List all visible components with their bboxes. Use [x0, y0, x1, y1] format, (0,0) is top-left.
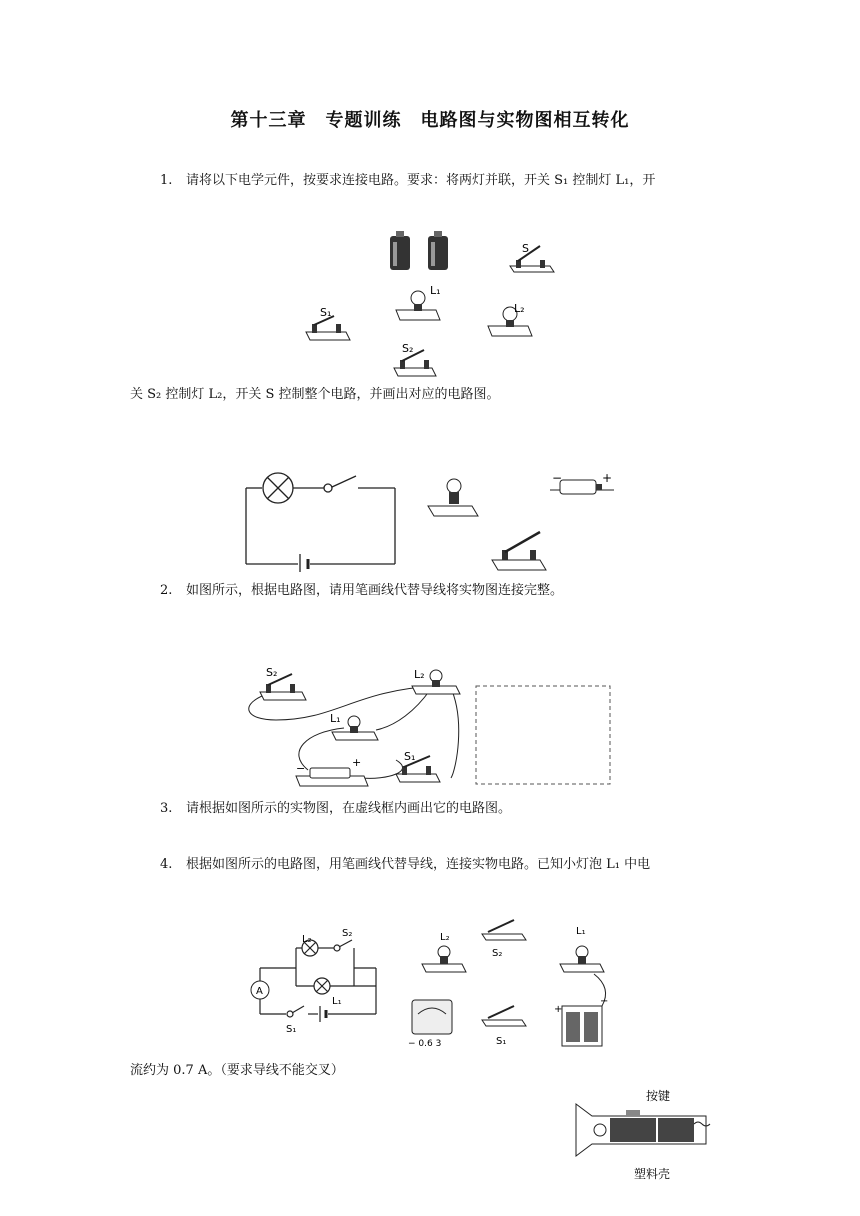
question-3-text: 请根据如图所示的实物图，在虚线框内画出它的电路图。 — [186, 801, 512, 816]
q4-switch-s1-icon — [482, 1006, 526, 1026]
answer-dashed-box[interactable] — [476, 686, 610, 784]
q2-plus-label: + — [602, 471, 613, 485]
q4-ammeter-icon — [412, 1000, 452, 1034]
q2-switch-icon — [492, 532, 546, 570]
q4-label-l1: L₁ — [576, 926, 586, 937]
q3-switch-s1-icon — [396, 756, 440, 782]
q1-components-figure — [300, 226, 560, 384]
battery-icon — [428, 231, 448, 270]
q3-label-l2: L₂ — [414, 668, 425, 681]
question-1-text-b: 关 S₂ 控制灯 L₂，开关 S 控制整个电路，并画出对应的电路图。 — [130, 387, 500, 402]
button-label: 按键 — [646, 1089, 671, 1103]
q4-plus-label: + — [554, 1004, 563, 1015]
flashlight-figure — [570, 1086, 720, 1182]
question-2-line — [160, 582, 563, 600]
q4-diagram-label-l1: L₁ — [332, 996, 342, 1007]
q3-plus-label: + — [352, 756, 362, 769]
q3-battery-icon — [296, 768, 368, 786]
switch-s-icon — [510, 246, 554, 272]
q4-lamp-l1-icon — [560, 946, 604, 972]
switch-s2-icon — [394, 350, 436, 376]
question-4-line-1 — [160, 856, 650, 874]
question-1-number: 1. — [160, 173, 173, 188]
q4-label-l2: L₂ — [440, 932, 450, 943]
q2-circuit-diagram — [246, 473, 395, 572]
question-3-number: 3. — [160, 801, 173, 816]
question-4-number: 4. — [160, 857, 173, 872]
page-title: 第十三章 专题训练 电路图与实物图相互转化 — [230, 110, 630, 131]
q4-circuit-diagram — [260, 940, 376, 1022]
question-1-line-1 — [160, 172, 655, 190]
q4-label-s1: S₁ — [496, 1036, 507, 1047]
question-2-number: 2. — [160, 583, 173, 598]
question-2-text: 如图所示，根据电路图，请用笔画线代替导线将实物图连接完整。 — [186, 583, 564, 598]
label-l2: L₂ — [514, 302, 525, 315]
q4-lamp-l2-icon — [422, 946, 466, 972]
question-3-line — [160, 800, 511, 818]
q4-diagram-label-l2: L₂ — [302, 934, 312, 945]
q4-label-s2: S₂ — [492, 948, 503, 959]
flashlight-icon — [576, 1104, 710, 1156]
q3-minus-label: − — [296, 762, 306, 775]
label-s1: S₁ — [320, 306, 332, 319]
q3-label-s2: S₂ — [266, 666, 278, 679]
q2-lamp-icon — [428, 479, 478, 516]
q4-minus-label: − — [600, 996, 609, 1007]
label-l1: L₁ — [430, 284, 441, 297]
label-s: S — [522, 242, 529, 255]
switch-s1-icon — [306, 316, 350, 340]
q4-diagram-label-s2: S₂ — [342, 928, 353, 939]
q3-figure — [246, 660, 616, 796]
q4-battery-box-icon — [562, 974, 609, 1046]
q4-meter-scale: − 0.6 3 — [408, 1039, 442, 1049]
q2-minus-label: − — [552, 471, 563, 485]
q4-figure — [246, 908, 626, 1058]
question-4-text-a: 根据如图所示的电路图，用笔画线代替导线，连接实物电路。已知小灯泡 L₁ 中电 — [186, 857, 651, 872]
q3-label-l1: L₁ — [330, 712, 341, 725]
question-1-text-a: 请将以下电学元件，按要求连接电路。要求：将两灯并联，开关 S₁ 控制灯 L₁，开 — [186, 173, 656, 188]
battery-icon — [390, 231, 410, 270]
lamp-l2-icon — [488, 307, 532, 336]
question-4-text-b: 流约为 0.7 A。（要求导线不能交叉） — [130, 1063, 344, 1078]
q4-switch-s2-icon — [482, 920, 526, 940]
label-s2: S₂ — [402, 342, 414, 355]
shell-label: 塑料壳 — [634, 1167, 671, 1181]
q4-ammeter-label: A — [256, 986, 263, 997]
q4-diagram-label-s1: S₁ — [286, 1024, 297, 1035]
q3-label-s1: S₁ — [404, 750, 416, 763]
q2-figure — [240, 468, 620, 574]
